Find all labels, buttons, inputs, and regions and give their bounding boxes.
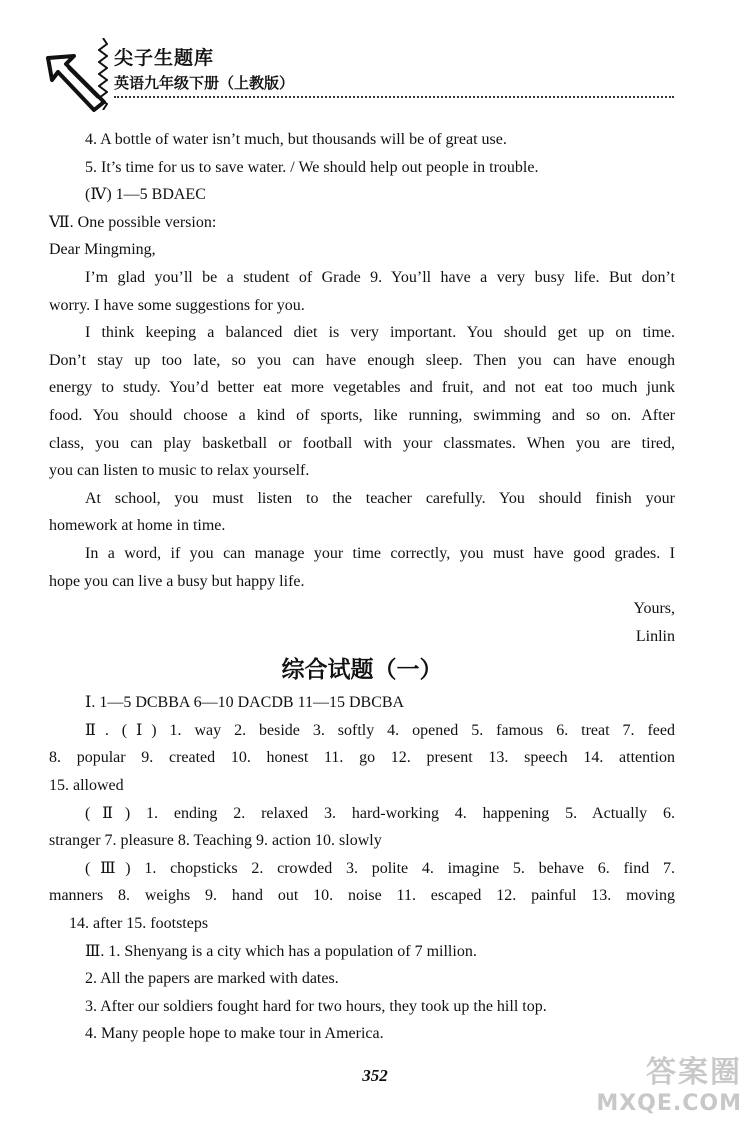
- page-number: 352: [362, 1066, 388, 1085]
- text-line: worry. I have some suggestions for you.: [49, 296, 305, 314]
- text-line: In a word, if you can manage your time correctly, you must have good grades. I: [85, 544, 675, 562]
- letter-closing: Yours,: [633, 600, 675, 618]
- text-line: food. You should choose a kind of sports, like running, swimming and so on. After: [49, 406, 675, 424]
- text-line: class, you can play basketball or football with your classmates. When you are tired,: [49, 434, 675, 452]
- page-content: [49, 126, 675, 1048]
- series-title: 尖子生题库: [114, 47, 215, 69]
- answer-line: 8. popular 9. created 10. honest 11. go 12. present 13. speech 14. attention: [49, 749, 675, 767]
- answer-line: Ⅰ. 1—5 DCBBA 6—10 DACDB 11—15 DBCBA: [85, 694, 405, 712]
- page-header: [0, 0, 750, 110]
- answer-line: manners 8. weighs 9. hand out 10. noise 11. escaped 12. painful 13. moving: [49, 887, 675, 905]
- header-dotted-rule: [114, 96, 674, 98]
- answer-line: (Ⅲ) 1. chopsticks 2. crowded 3. polite 4. imagine 5. behave 6. find 7.: [85, 859, 675, 877]
- text-line: you can listen to music to relax yourself.: [49, 462, 310, 480]
- text-line: Ⅶ. One possible version:: [49, 213, 217, 231]
- text-line: homework at home in time.: [49, 517, 226, 535]
- answer-line: 4. Many people hope to make tour in America.: [85, 1025, 384, 1043]
- watermark: [596, 1047, 742, 1116]
- text-line: hope you can live a busy but happy life.: [49, 572, 305, 590]
- answer-line: 15. allowed: [49, 777, 124, 795]
- book-title: 英语九年级下册（上教版）: [114, 74, 295, 92]
- letter-greeting: Dear Mingming,: [49, 241, 156, 259]
- text-line: 5. It’s time for us to save water. / We should help out people in trouble.: [85, 158, 539, 176]
- text-line: 4. A bottle of water isn’t much, but thousands will be of great use.: [85, 131, 507, 148]
- answer-line: 14. after 15. footsteps: [69, 915, 209, 933]
- text-line: I think keeping a balanced diet is very important. You should get up on time.: [85, 324, 675, 342]
- letter-signature: Linlin: [635, 627, 675, 645]
- answer-line: 2. All the papers are marked with dates.: [85, 970, 339, 988]
- answer-line: 3. After our soldiers fought hard for two hours, they took up the hill top.: [85, 997, 547, 1015]
- zigzag-divider-icon: [98, 38, 108, 110]
- watermark-logo-text: 答案圈: [646, 1055, 742, 1090]
- answer-line: Ⅲ. 1. Shenyang is a city which has a population of 7 million.: [85, 942, 477, 960]
- text-line: I’m glad you’ll be a student of Grade 9. You’ll have a very busy life. But don’t: [85, 268, 675, 286]
- section-title: 综合试题（一）: [281, 657, 443, 684]
- watermark-url: MXQE.COM: [596, 1091, 742, 1116]
- text-line: At school, you must listen to the teacher carefully. You should finish your: [85, 489, 675, 507]
- text-line: (Ⅳ) 1—5 BDAEC: [85, 186, 206, 204]
- text-line: energy to study. You’d better eat more vegetables and fruit, and not eat too much junk: [49, 379, 675, 397]
- text-line: Don’t stay up too late, so you can have enough sleep. Then you can have enough: [49, 351, 675, 369]
- answer-line: Ⅱ. (Ⅰ) 1. way 2. beside 3. softly 4. opened 5. famous 6. treat 7. feed: [85, 721, 675, 739]
- answer-line: stranger 7. pleasure 8. Teaching 9. action 10. slowly: [49, 832, 382, 850]
- answer-line: (Ⅱ) 1. ending 2. relaxed 3. hard-working 4. happening 5. Actually 6.: [85, 804, 675, 822]
